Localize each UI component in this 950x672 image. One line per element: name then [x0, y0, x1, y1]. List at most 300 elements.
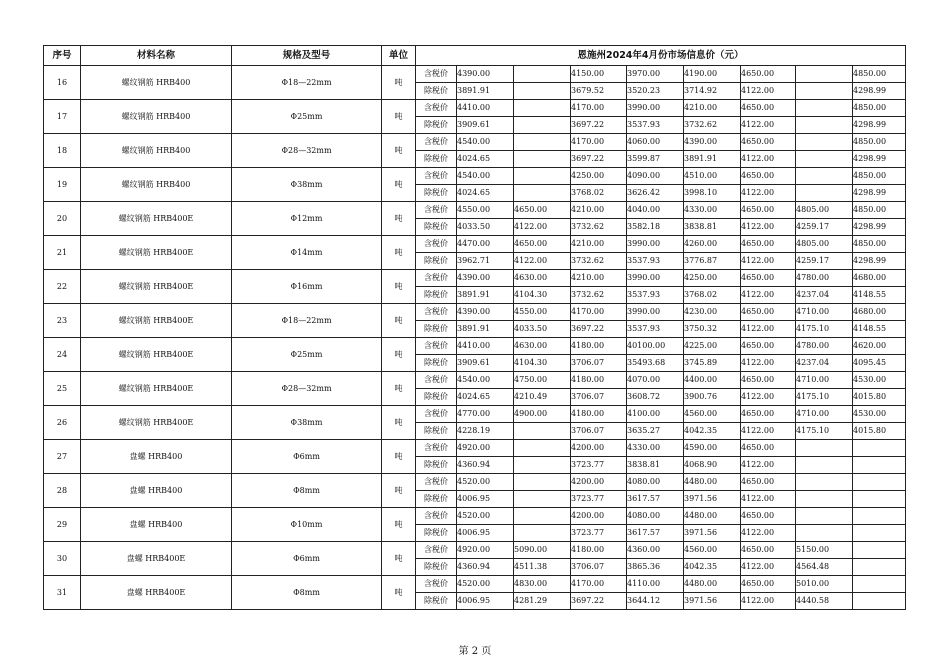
row-spec: Φ38mm	[232, 168, 382, 202]
price-cell: 4148.55	[853, 321, 906, 338]
price-cell: 4060.00	[627, 134, 684, 151]
price-cell: 5150.00	[796, 542, 853, 559]
price-cell: 3891.91	[684, 151, 741, 168]
price-cell: 4330.00	[627, 440, 684, 457]
price-cell: 3732.62	[684, 117, 741, 134]
price-cell: 4650.00	[741, 202, 796, 219]
price-cell: 4175.10	[796, 423, 853, 440]
price-cell: 3697.22	[571, 593, 627, 610]
row-material-name: 螺纹钢筋 HRB400	[81, 134, 232, 168]
table-row	[44, 66, 906, 83]
price-cell	[796, 117, 853, 134]
price-cell: 4006.95	[457, 491, 514, 508]
price-cell: 4550.00	[457, 202, 514, 219]
price-cell: 4298.99	[853, 117, 906, 134]
price-cell: 3971.56	[684, 525, 741, 542]
price-type-label: 除税价	[416, 287, 457, 304]
table-row	[44, 576, 906, 593]
price-cell: 4148.55	[853, 287, 906, 304]
price-type-label: 除税价	[416, 559, 457, 576]
row-material-name: 盘螺 HRB400	[81, 474, 232, 508]
row-seq: 26	[44, 406, 81, 440]
header-name: 材料名称	[81, 46, 232, 66]
price-cell: 4805.00	[796, 202, 853, 219]
price-cell: 3537.93	[627, 253, 684, 270]
price-cell: 4750.00	[514, 372, 571, 389]
price-cell: 4410.00	[457, 338, 514, 355]
price-cell: 5090.00	[514, 542, 571, 559]
price-cell: 3635.27	[627, 423, 684, 440]
price-type-label: 含税价	[416, 338, 457, 355]
row-spec: Φ10mm	[232, 508, 382, 542]
table-row	[44, 338, 906, 355]
row-unit: 吨	[382, 134, 416, 168]
price-cell: 4900.00	[514, 406, 571, 423]
price-cell: 4650.00	[741, 338, 796, 355]
row-spec: Φ25mm	[232, 338, 382, 372]
row-spec: Φ16mm	[232, 270, 382, 304]
row-unit: 吨	[382, 168, 416, 202]
table-row	[44, 372, 906, 389]
row-seq: 30	[44, 542, 81, 576]
price-cell: 3608.72	[627, 389, 684, 406]
price-cell	[853, 559, 906, 576]
price-cell: 5010.00	[796, 576, 853, 593]
price-cell: 3697.22	[571, 151, 627, 168]
price-cell: 4650.00	[741, 168, 796, 185]
price-cell	[514, 134, 571, 151]
price-cell	[514, 117, 571, 134]
price-cell: 4170.00	[571, 100, 627, 117]
price-cell: 4040.00	[627, 202, 684, 219]
price-cell	[853, 542, 906, 559]
price-cell: 4620.00	[853, 338, 906, 355]
price-cell: 4122.00	[514, 253, 571, 270]
price-type-label: 含税价	[416, 372, 457, 389]
price-cell: 4540.00	[457, 134, 514, 151]
price-cell: 4400.00	[684, 372, 741, 389]
row-spec: Φ18—22mm	[232, 304, 382, 338]
row-unit: 吨	[382, 372, 416, 406]
price-cell: 40100.00	[627, 338, 684, 355]
header-row	[44, 46, 906, 66]
row-seq: 16	[44, 66, 81, 100]
price-cell: 4230.00	[684, 304, 741, 321]
row-material-name: 螺纹钢筋 HRB400E	[81, 270, 232, 304]
price-cell: 4650.00	[514, 236, 571, 253]
row-material-name: 螺纹钢筋 HRB400E	[81, 406, 232, 440]
price-cell: 3706.07	[571, 355, 627, 372]
price-cell: 4175.10	[796, 389, 853, 406]
price-type-label: 除税价	[416, 151, 457, 168]
price-cell: 4006.95	[457, 525, 514, 542]
row-spec: Φ38mm	[232, 406, 382, 440]
price-cell: 3537.93	[627, 287, 684, 304]
price-cell: 4530.00	[853, 406, 906, 423]
price-cell	[514, 185, 571, 202]
price-cell	[514, 66, 571, 83]
price-cell: 4850.00	[853, 100, 906, 117]
price-cell: 4210.00	[571, 202, 627, 219]
table-row	[44, 508, 906, 525]
row-material-name: 螺纹钢筋 HRB400E	[81, 202, 232, 236]
row-spec: Φ8mm	[232, 474, 382, 508]
price-cell: 3750.32	[684, 321, 741, 338]
price-cell: 4090.00	[627, 168, 684, 185]
row-material-name: 螺纹钢筋 HRB400	[81, 100, 232, 134]
price-type-label: 含税价	[416, 270, 457, 287]
price-cell: 4520.00	[457, 508, 514, 525]
price-cell: 4850.00	[853, 168, 906, 185]
price-cell: 4260.00	[684, 236, 741, 253]
price-cell: 3838.81	[627, 457, 684, 474]
row-unit: 吨	[382, 304, 416, 338]
price-cell: 4122.00	[741, 491, 796, 508]
price-cell	[514, 423, 571, 440]
price-cell: 4298.99	[853, 83, 906, 100]
price-type-label: 含税价	[416, 304, 457, 321]
price-cell: 4805.00	[796, 236, 853, 253]
price-cell: 4650.00	[741, 304, 796, 321]
price-type-label: 除税价	[416, 117, 457, 134]
price-cell: 4710.00	[796, 406, 853, 423]
row-seq: 17	[44, 100, 81, 134]
price-cell	[514, 440, 571, 457]
row-material-name: 螺纹钢筋 HRB400E	[81, 372, 232, 406]
price-cell: 4024.65	[457, 151, 514, 168]
price-cell: 4180.00	[571, 406, 627, 423]
row-spec: Φ28—32mm	[232, 134, 382, 168]
price-cell: 3599.87	[627, 151, 684, 168]
table-row	[44, 474, 906, 491]
row-material-name: 螺纹钢筋 HRB400E	[81, 304, 232, 338]
price-cell: 3990.00	[627, 100, 684, 117]
row-seq: 23	[44, 304, 81, 338]
price-cell: 4630.00	[514, 270, 571, 287]
price-cell: 4122.00	[741, 287, 796, 304]
price-cell: 3706.07	[571, 423, 627, 440]
row-unit: 吨	[382, 576, 416, 610]
price-cell	[796, 491, 853, 508]
price-cell: 4150.00	[571, 66, 627, 83]
price-cell: 3723.77	[571, 491, 627, 508]
price-cell: 4650.00	[741, 134, 796, 151]
price-cell: 4360.94	[457, 457, 514, 474]
price-cell	[514, 100, 571, 117]
price-cell: 3723.77	[571, 457, 627, 474]
row-spec: Φ18—22mm	[232, 66, 382, 100]
price-cell: 4042.35	[684, 423, 741, 440]
price-cell: 4122.00	[741, 321, 796, 338]
row-unit: 吨	[382, 66, 416, 100]
price-cell: 3838.81	[684, 219, 741, 236]
price-cell: 4250.00	[684, 270, 741, 287]
price-cell: 4259.17	[796, 219, 853, 236]
price-type-label: 含税价	[416, 474, 457, 491]
price-cell: 4390.00	[684, 134, 741, 151]
row-unit: 吨	[382, 474, 416, 508]
price-cell: 4095.45	[853, 355, 906, 372]
table-row	[44, 168, 906, 185]
price-cell: 3723.77	[571, 525, 627, 542]
price-cell: 4511.38	[514, 559, 571, 576]
row-unit: 吨	[382, 236, 416, 270]
price-cell: 3732.62	[571, 219, 627, 236]
price-cell: 4104.30	[514, 287, 571, 304]
price-cell: 3706.07	[571, 559, 627, 576]
price-cell: 4122.00	[741, 117, 796, 134]
price-cell: 4440.58	[796, 593, 853, 610]
price-cell: 3732.62	[571, 253, 627, 270]
price-cell	[796, 168, 853, 185]
price-cell: 3891.91	[457, 83, 514, 100]
row-spec: Φ6mm	[232, 440, 382, 474]
price-type-label: 含税价	[416, 508, 457, 525]
price-cell: 3520.23	[627, 83, 684, 100]
price-cell: 4770.00	[457, 406, 514, 423]
row-spec: Φ25mm	[232, 100, 382, 134]
price-cell: 4122.00	[741, 219, 796, 236]
row-seq: 29	[44, 508, 81, 542]
price-cell: 4298.99	[853, 185, 906, 202]
price-cell: 4122.00	[741, 525, 796, 542]
price-cell: 3617.57	[627, 525, 684, 542]
price-type-label: 含税价	[416, 440, 457, 457]
price-cell: 4410.00	[457, 100, 514, 117]
price-cell: 4024.65	[457, 389, 514, 406]
price-type-label: 除税价	[416, 593, 457, 610]
price-cell: 4033.50	[514, 321, 571, 338]
page-number: 第 2 页	[458, 646, 492, 657]
price-cell: 4033.50	[457, 219, 514, 236]
price-type-label: 除税价	[416, 185, 457, 202]
price-cell: 4920.00	[457, 440, 514, 457]
price-cell: 4650.00	[741, 100, 796, 117]
price-cell: 4122.00	[741, 83, 796, 100]
table-row	[44, 202, 906, 219]
price-cell: 4170.00	[571, 134, 627, 151]
row-seq: 20	[44, 202, 81, 236]
price-cell: 3617.57	[627, 491, 684, 508]
price-type-label: 含税价	[416, 134, 457, 151]
price-type-label: 除税价	[416, 219, 457, 236]
row-material-name: 盘螺 HRB400E	[81, 542, 232, 576]
price-cell: 4480.00	[684, 474, 741, 491]
row-spec: Φ8mm	[232, 576, 382, 610]
price-cell: 4360.00	[627, 542, 684, 559]
price-cell: 4550.00	[514, 304, 571, 321]
price-cell: 4298.99	[853, 219, 906, 236]
price-cell	[853, 508, 906, 525]
price-cell: 4122.00	[741, 151, 796, 168]
row-seq: 28	[44, 474, 81, 508]
price-cell: 3626.42	[627, 185, 684, 202]
price-cell: 4480.00	[684, 508, 741, 525]
price-type-label: 除税价	[416, 423, 457, 440]
price-cell: 4680.00	[853, 304, 906, 321]
row-material-name: 螺纹钢筋 HRB400E	[81, 236, 232, 270]
row-material-name: 盘螺 HRB400	[81, 508, 232, 542]
price-cell: 4104.30	[514, 355, 571, 372]
row-unit: 吨	[382, 202, 416, 236]
table-row	[44, 236, 906, 253]
row-seq: 24	[44, 338, 81, 372]
price-cell: 4520.00	[457, 576, 514, 593]
price-cell: 4360.94	[457, 559, 514, 576]
price-cell: 3537.93	[627, 321, 684, 338]
table-row	[44, 270, 906, 287]
price-cell: 4650.00	[741, 66, 796, 83]
price-cell	[796, 100, 853, 117]
price-cell	[853, 491, 906, 508]
table-row	[44, 440, 906, 457]
price-cell: 3732.62	[571, 287, 627, 304]
price-cell: 3909.61	[457, 117, 514, 134]
row-spec: Φ12mm	[232, 202, 382, 236]
row-seq: 19	[44, 168, 81, 202]
table-row	[44, 100, 906, 117]
price-cell	[853, 525, 906, 542]
price-cell: 4237.04	[796, 287, 853, 304]
price-type-label: 含税价	[416, 100, 457, 117]
row-spec: Φ6mm	[232, 542, 382, 576]
price-cell: 3891.91	[457, 321, 514, 338]
price-cell	[796, 508, 853, 525]
price-cell: 3962.71	[457, 253, 514, 270]
price-cell: 4200.00	[571, 440, 627, 457]
price-cell: 3891.91	[457, 287, 514, 304]
price-cell: 4122.00	[741, 457, 796, 474]
table-row	[44, 406, 906, 423]
price-cell: 3971.56	[684, 593, 741, 610]
price-cell: 3644.12	[627, 593, 684, 610]
price-cell: 4650.00	[514, 202, 571, 219]
price-cell: 4850.00	[853, 236, 906, 253]
row-material-name: 螺纹钢筋 HRB400E	[81, 338, 232, 372]
price-cell: 4650.00	[741, 508, 796, 525]
price-cell: 4122.00	[741, 389, 796, 406]
row-material-name: 螺纹钢筋 HRB400	[81, 168, 232, 202]
price-cell: 4190.00	[684, 66, 741, 83]
price-cell: 4259.17	[796, 253, 853, 270]
price-cell: 4520.00	[457, 474, 514, 491]
price-type-label: 含税价	[416, 576, 457, 593]
price-cell: 4042.35	[684, 559, 741, 576]
table-body	[44, 66, 906, 610]
row-seq: 18	[44, 134, 81, 168]
price-type-label: 除税价	[416, 321, 457, 338]
price-cell: 4330.00	[684, 202, 741, 219]
price-cell: 4560.00	[684, 542, 741, 559]
price-cell: 4650.00	[741, 440, 796, 457]
price-cell: 4080.00	[627, 474, 684, 491]
price-cell	[796, 440, 853, 457]
price-cell: 4850.00	[853, 66, 906, 83]
price-cell: 4560.00	[684, 406, 741, 423]
price-cell: 4122.00	[741, 355, 796, 372]
price-cell: 4680.00	[853, 270, 906, 287]
price-cell: 4650.00	[741, 474, 796, 491]
price-cell: 3990.00	[627, 304, 684, 321]
price-cell: 4780.00	[796, 338, 853, 355]
price-cell: 4850.00	[853, 202, 906, 219]
row-seq: 22	[44, 270, 81, 304]
table-row	[44, 304, 906, 321]
price-cell: 3768.02	[684, 287, 741, 304]
price-cell	[853, 457, 906, 474]
price-cell: 3900.76	[684, 389, 741, 406]
price-cell: 4650.00	[741, 372, 796, 389]
row-material-name: 盘螺 HRB400	[81, 440, 232, 474]
price-type-label: 除税价	[416, 491, 457, 508]
table-row	[44, 134, 906, 151]
price-cell	[796, 525, 853, 542]
price-cell: 4225.00	[684, 338, 741, 355]
price-cell: 4100.00	[627, 406, 684, 423]
row-unit: 吨	[382, 508, 416, 542]
price-cell: 3679.52	[571, 83, 627, 100]
price-cell: 4470.00	[457, 236, 514, 253]
price-cell: 3697.22	[571, 321, 627, 338]
price-cell: 4564.48	[796, 559, 853, 576]
row-spec: Φ14mm	[232, 236, 382, 270]
price-cell: 4210.00	[571, 236, 627, 253]
price-cell: 4480.00	[684, 576, 741, 593]
price-cell: 4850.00	[853, 134, 906, 151]
header-price: 恩施州2024年4月份市场信息价（元）	[416, 46, 906, 66]
price-cell	[514, 168, 571, 185]
price-type-label: 除税价	[416, 389, 457, 406]
price-cell	[796, 457, 853, 474]
price-type-label: 含税价	[416, 406, 457, 423]
price-cell: 4298.99	[853, 151, 906, 168]
price-cell: 4070.00	[627, 372, 684, 389]
price-type-label: 含税价	[416, 236, 457, 253]
price-type-label: 含税价	[416, 202, 457, 219]
price-cell	[796, 185, 853, 202]
price-cell: 4180.00	[571, 338, 627, 355]
price-cell: 4015.80	[853, 423, 906, 440]
price-cell	[853, 593, 906, 610]
price-cell: 35493.68	[627, 355, 684, 372]
price-cell: 4068.90	[684, 457, 741, 474]
price-cell: 3865.36	[627, 559, 684, 576]
price-cell: 4200.00	[571, 508, 627, 525]
price-cell: 4110.00	[627, 576, 684, 593]
price-cell: 4920.00	[457, 542, 514, 559]
price-cell: 4210.00	[684, 100, 741, 117]
price-cell: 4180.00	[571, 372, 627, 389]
price-cell: 4200.00	[571, 474, 627, 491]
price-cell: 4590.00	[684, 440, 741, 457]
price-cell: 4250.00	[571, 168, 627, 185]
price-type-label: 除税价	[416, 83, 457, 100]
price-cell: 3714.92	[684, 83, 741, 100]
price-cell: 4830.00	[514, 576, 571, 593]
price-type-label: 含税价	[416, 66, 457, 83]
price-cell: 4122.00	[741, 593, 796, 610]
price-cell: 4650.00	[741, 576, 796, 593]
price-cell: 4237.04	[796, 355, 853, 372]
price-cell	[853, 576, 906, 593]
row-unit: 吨	[382, 542, 416, 576]
price-type-label: 除税价	[416, 525, 457, 542]
row-spec: Φ28—32mm	[232, 372, 382, 406]
price-cell: 3582.18	[627, 219, 684, 236]
price-cell: 4710.00	[796, 372, 853, 389]
price-cell: 4710.00	[796, 304, 853, 321]
price-cell: 4390.00	[457, 270, 514, 287]
